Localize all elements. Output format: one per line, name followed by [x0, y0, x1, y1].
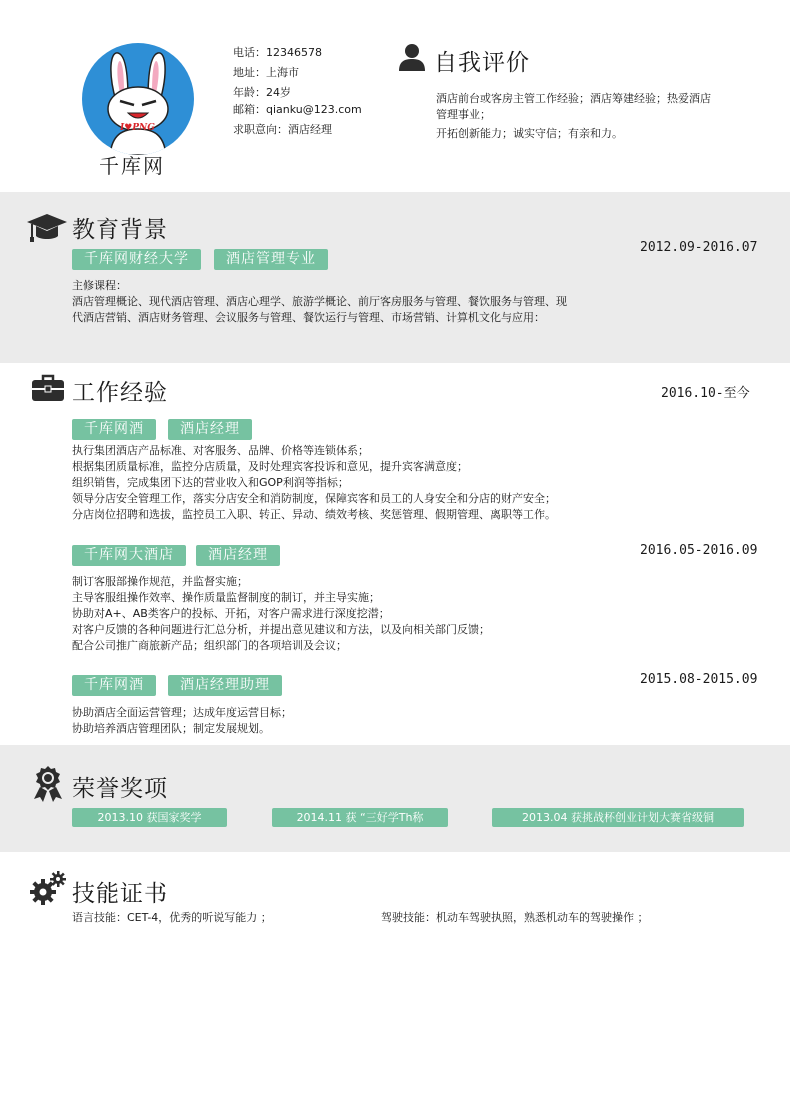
- intent-text: 求职意向：酒店经理: [233, 123, 332, 136]
- company-tag: 千库网酒: [72, 675, 156, 696]
- duty-line: 分店岗位招聘和选拔，监控员工入职、转正、异动、绩效考核、奖惩管理、假期管理、离职等工作。: [72, 508, 556, 521]
- duty-line: 配合公司推广商旅新产品；组织部门的各项培训及会议；: [72, 639, 347, 652]
- briefcase-icon: [31, 374, 65, 402]
- education-date: 2012.09-2016.07: [640, 240, 758, 255]
- company-tag: 千库网大酒店: [72, 545, 186, 566]
- job-duties: [72, 705, 292, 737]
- duty-line: 对客户反馈的各种问题进行汇总分析，并提出意见建议和方法，以及向相关部门反馈；: [72, 623, 490, 636]
- rabbit-mascot-icon: [82, 43, 194, 155]
- self-eval-line: 管理事业；: [436, 108, 491, 121]
- position-tag: 酒店经理: [168, 419, 252, 440]
- job-date: 2015.08-2015.09: [640, 672, 758, 687]
- self-eval-line: 开拓创新能力；诚实守信；有亲和力。: [436, 127, 623, 140]
- duty-line: 协助对A+、AB类客户的投标、开拓，对客户需求进行深度挖潜；: [72, 607, 390, 620]
- courses-line: 酒店管理概论、现代酒店管理、酒店心理学、旅游学概论、前厅客房服务与管理、餐饮服务与管理、现: [72, 295, 567, 308]
- work-title: 工作经验: [72, 380, 168, 406]
- duty-line: 主导客服组操作效率、操作质量监督制度的制订，并主导实施；: [72, 591, 380, 604]
- education-title: 教育背景: [72, 217, 168, 243]
- job-date: 2016.05-2016.09: [640, 543, 758, 558]
- courses-text: [72, 278, 567, 326]
- duty-line: 制订客服部操作规范，并监督实施；: [72, 575, 248, 588]
- duty-line: 组织销售，完成集团下达的营业收入和GOP利润等指标；: [72, 476, 349, 489]
- duty-line: 协助培养酒店管理团队；制定发展规划。: [72, 722, 270, 735]
- job-date: 2016.10-至今: [661, 386, 750, 401]
- driving-skill-text: 驾驶技能：机动车驾驶执照，熟悉机动车的驾驶操作 ；: [381, 911, 649, 924]
- self-eval-text: [436, 91, 711, 142]
- language-skill-text: 语言技能：CET-4，优秀的听说写能力 ；: [72, 911, 272, 924]
- position-tag: 酒店经理: [196, 545, 280, 566]
- major-tag: 酒店管理专业: [214, 249, 328, 270]
- skills-title: 技能证书: [72, 881, 168, 907]
- honors-title: 荣誉奖项: [72, 776, 168, 802]
- duty-line: 领导分店安全管理工作，落实分店安全和消防制度，保障宾客和员工的人身安全和分店的财产安全；: [72, 492, 556, 505]
- avatar-badge-text: I♥PNG: [120, 123, 155, 133]
- job-duties: [72, 574, 490, 654]
- honor-item: 2014.11 获 “三好学Th称: [272, 808, 448, 827]
- job-duties: [72, 443, 556, 523]
- gears-icon: [29, 870, 67, 906]
- phone-text: 电话：12346578: [233, 46, 322, 59]
- email-text: 邮箱：qianku@123.com: [233, 103, 362, 116]
- company-tag: 千库网酒: [72, 419, 156, 440]
- award-badge-icon: [32, 765, 64, 803]
- graduation-cap-icon: [26, 212, 68, 244]
- duty-line: 根据集团质量标准，监控分店质量，及时处理宾客投诉和意见，提升宾客满意度；: [72, 460, 468, 473]
- duty-line: 协助酒店全面运营管理；达成年度运营目标；: [72, 706, 292, 719]
- school-tag: 千库网财经大学: [72, 249, 201, 270]
- position-tag: 酒店经理助理: [168, 675, 282, 696]
- education-section: [0, 192, 790, 363]
- self-eval-line: 酒店前台或客房主管工作经验；酒店筹建经验；热爱酒店: [436, 92, 711, 105]
- age-text: 年龄：24岁: [233, 86, 291, 99]
- honors-section: [0, 745, 790, 852]
- person-icon: [397, 42, 427, 72]
- courses-line: 主修课程：: [72, 279, 127, 292]
- address-text: 地址：上海市: [233, 66, 299, 79]
- honor-item: 2013.04 获挑战杯创业计划大赛省级铜: [492, 808, 744, 827]
- duty-line: 执行集团酒店产品标准、对客服务、品牌、价格等连锁体系；: [72, 444, 369, 457]
- self-eval-title: 自我评价: [434, 50, 530, 76]
- honor-item: 2013.10 获国家奖学: [72, 808, 227, 827]
- avatar: [82, 43, 194, 155]
- profile-name: 千库网: [99, 154, 165, 178]
- courses-line: 代酒店营销、酒店财务管理、会议服务与管理、餐饮运行与管理、市场营销、计算机文化与应用：: [72, 311, 545, 324]
